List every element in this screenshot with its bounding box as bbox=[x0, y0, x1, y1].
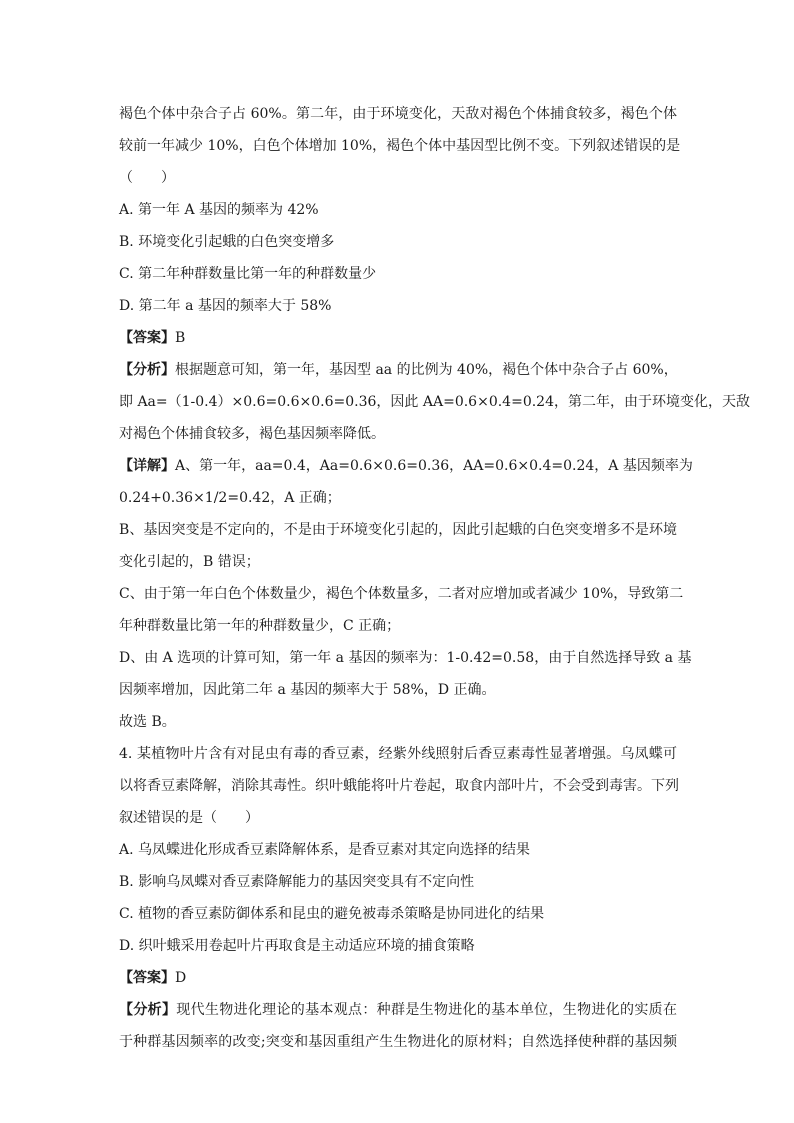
q4-stem-line-2: 以将香豆素降解，消除其毒性。织叶蛾能将叶片卷起，取食内部叶片，不会受到毒害。下列 bbox=[119, 778, 679, 794]
q3-detail-text-1: A、第一年，aa=0.4，Aa=0.6×0.6=0.36，AA=0.6×0.4=0.24，A 基因频率为 bbox=[175, 458, 693, 474]
q4-stem-line-1: 4. 某植物叶片含有对昆虫有毒的香豆素，经紫外线照射后香豆素毒性显著增强。乌凤蝶可 bbox=[119, 746, 677, 762]
q3-detail-line-1 bbox=[119, 450, 693, 482]
q4-answer-value: D bbox=[175, 970, 187, 986]
q3-analysis-text-1: 根据题意可知，第一年，基因型 aa 的比例为 40%，褐色个体中杂合子占 60%， bbox=[175, 362, 678, 378]
q3-answer-value: B bbox=[175, 330, 186, 346]
q4-analysis-line-1 bbox=[119, 994, 677, 1026]
q4-analysis-line-2: 于种群基因频率的改变;突变和基因重组产生生物进化的原材料；自然选择使种群的基因频 bbox=[119, 1034, 677, 1050]
q3-stem-line-3: （ ） bbox=[119, 170, 175, 186]
q3-analysis-line-2: 即 Aa=（1-0.4）×0.6=0.6×0.6=0.36，因此 AA=0.6×0.4=0.24，第二年，由于环境变化，天敌 bbox=[119, 394, 750, 410]
q4-analysis-text-1: 现代生物进化理论的基本观点：种群是生物进化的基本单位，生物进化的实质在 bbox=[176, 1002, 678, 1018]
q3-option-a: A. 第一年 A 基因的频率为 42% bbox=[119, 202, 319, 218]
q3-detail-line-2: 0.24+0.36×1/2=0.42，A 正确； bbox=[119, 490, 341, 506]
q4-answer bbox=[119, 962, 677, 994]
q4-answer-label: 【答案】 bbox=[119, 970, 175, 986]
q3-analysis-line-1 bbox=[119, 354, 677, 386]
q4-option-b: B. 影响乌凤蝶对香豆素降解能力的基因突变具有不定向性 bbox=[119, 874, 475, 890]
q3-option-b: B. 环境变化引起蛾的白色突变增多 bbox=[119, 234, 335, 250]
q4-option-a: A. 乌凤蝶进化形成香豆素降解体系，是香豆素对其定向选择的结果 bbox=[119, 842, 531, 858]
q4-stem-line-3: 叙述错误的是（ ） bbox=[119, 810, 259, 826]
q3-stem-line-2: 较前一年减少 10%，白色个体增加 10%，褐色个体中基因型比例不变。下列叙述错误的是 bbox=[119, 138, 681, 154]
q4-option-d: D. 织叶蛾采用卷起叶片再取食是主动适应环境的捕食策略 bbox=[119, 938, 475, 954]
q3-detail-line-4: 变化引起的，B 错误； bbox=[119, 554, 260, 570]
q3-detail-line-8: 因频率增加，因此第二年 a 基因的频率大于 58%，D 正确。 bbox=[119, 682, 496, 698]
q3-answer-label: 【答案】 bbox=[119, 330, 175, 346]
q3-analysis-label: 【分析】 bbox=[119, 362, 175, 378]
q3-option-d: D. 第二年 a 基因的频率大于 58% bbox=[119, 298, 332, 314]
q3-detail-line-7: D、由 A 选项的计算可知，第一年 a 基因的频率为：1-0.42=0.58，由于自然选择导致 a 基 bbox=[119, 650, 692, 666]
q3-answer bbox=[119, 322, 677, 354]
q4-option-c: C. 植物的香豆素防御体系和昆虫的避免被毒杀策略是协同进化的结果 bbox=[119, 906, 545, 922]
q3-conclusion: 故选 B。 bbox=[119, 714, 176, 730]
q3-stem-line-1: 褐色个体中杂合子占 60%。第二年，由于环境变化，天敌对褐色个体捕食较多，褐色个体 bbox=[119, 106, 677, 122]
document-page bbox=[119, 98, 750, 1058]
q4-analysis-label: 【分析】 bbox=[119, 1002, 177, 1018]
q3-detail-line-5: C、由于第一年白色个体数量少，褐色个体数量多，二者对应增加或者减少 10%，导致第二 bbox=[119, 586, 684, 602]
q3-option-c: C. 第二年种群数量比第一年的种群数量少 bbox=[119, 266, 377, 282]
q3-analysis-line-3: 对褐色个体捕食较多，褐色基因频率降低。 bbox=[119, 426, 385, 442]
q3-detail-line-6: 年种群数量比第一年的种群数量少，C 正确； bbox=[119, 618, 401, 634]
q3-detail-label: 【详解】 bbox=[119, 458, 175, 474]
q3-detail-line-3: B、基因突变是不定向的，不是由于环境变化引起的，因此引起蛾的白色突变增多不是环境 bbox=[119, 522, 677, 538]
